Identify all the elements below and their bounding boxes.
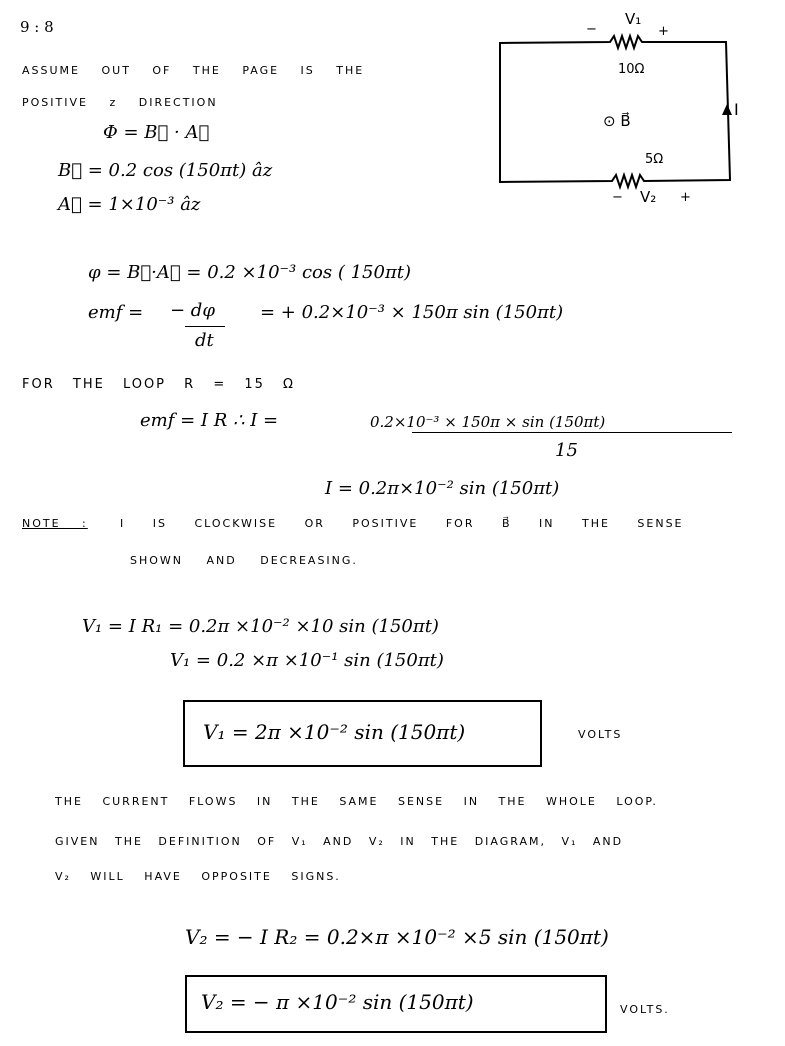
flux-definition: Φ = B⃗ · A⃗	[103, 122, 210, 143]
current-denominator: 15	[555, 440, 578, 461]
explanation-line-1: THE CURRENT FLOWS IN THE SAME SENSE IN THE WHOLE LOOP.	[55, 795, 658, 808]
note-label: NOTE :	[22, 517, 88, 530]
intro-line-1: ASSUME OUT OF THE PAGE IS THE	[22, 64, 365, 77]
v1-unit: VOLTS	[578, 728, 623, 741]
emf-denominator: dt	[195, 330, 214, 351]
loop-resistance: FOR THE LOOP R = 15 Ω	[22, 377, 295, 392]
explanation-line-3: V₂ WILL HAVE OPPOSITE SIGNS.	[55, 870, 341, 883]
v1-line-2: V₁ = 0.2 ×π ×10⁻¹ sin (150πt)	[170, 650, 444, 671]
b-field-definition: B⃗ = 0.2 cos (150πt) âz	[58, 160, 273, 181]
note-line-2: SHOWN AND DECREASING.	[130, 554, 358, 567]
v2-minus: −	[612, 190, 623, 205]
v1-plus: +	[658, 24, 669, 39]
v1-result-box	[183, 700, 542, 767]
v1-label: V₁	[625, 10, 642, 28]
b-field-out-of-page: ⊙ B⃗	[603, 112, 631, 130]
v1-minus: −	[586, 22, 597, 37]
r1-label: 10Ω	[618, 62, 645, 77]
v2-line-1: V₂ = − I R₂ = 0.2×π ×10⁻² ×5 sin (150πt)	[185, 925, 609, 949]
current-numerator: 0.2×10⁻³ × 150π × sin (150πt)	[370, 413, 606, 431]
v2-boxed-result: V₂ = − π ×10⁻² sin (150πt)	[201, 990, 474, 1014]
emf-ir: emf = I R ∴ I =	[140, 410, 279, 431]
v1-line-1: V₁ = I R₁ = 0.2π ×10⁻² ×10 sin (150πt)	[82, 616, 439, 637]
current-result: I = 0.2π×10⁻² sin (150πt)	[325, 478, 560, 499]
v2-label: V₂	[640, 188, 657, 206]
v2-plus: +	[680, 190, 691, 205]
emf-numerator: − dφ	[170, 300, 215, 321]
emf-lhs: emf =	[88, 302, 144, 323]
note-line-1: I IS CLOCKWISE OR POSITIVE FOR B⃗ IN THE SENSE	[120, 517, 684, 530]
problem-number: 9 : 8	[20, 18, 54, 36]
r2-label: 5Ω	[645, 152, 664, 167]
area-definition: A⃗ = 1×10⁻³ âz	[58, 194, 201, 215]
v2-unit: VOLTS.	[620, 1003, 670, 1016]
current-label: I	[734, 100, 739, 119]
fraction-bar	[185, 326, 225, 327]
emf-rhs: = + 0.2×10⁻³ × 150π sin (150πt)	[260, 302, 564, 323]
v1-boxed-result: V₁ = 2π ×10⁻² sin (150πt)	[203, 720, 466, 744]
fraction-bar	[412, 432, 732, 433]
current-arrow-icon	[722, 104, 732, 115]
explanation-line-2: GIVEN THE DEFINITION OF V₁ AND V₂ IN THE DIAGRAM, V₁ AND	[55, 835, 624, 848]
flux-line: φ = B⃗·A⃗ = 0.2 ×10⁻³ cos ( 150πt)	[88, 262, 412, 283]
intro-line-2: POSITIVE z DIRECTION	[22, 96, 218, 109]
v2-result-box	[185, 975, 607, 1033]
